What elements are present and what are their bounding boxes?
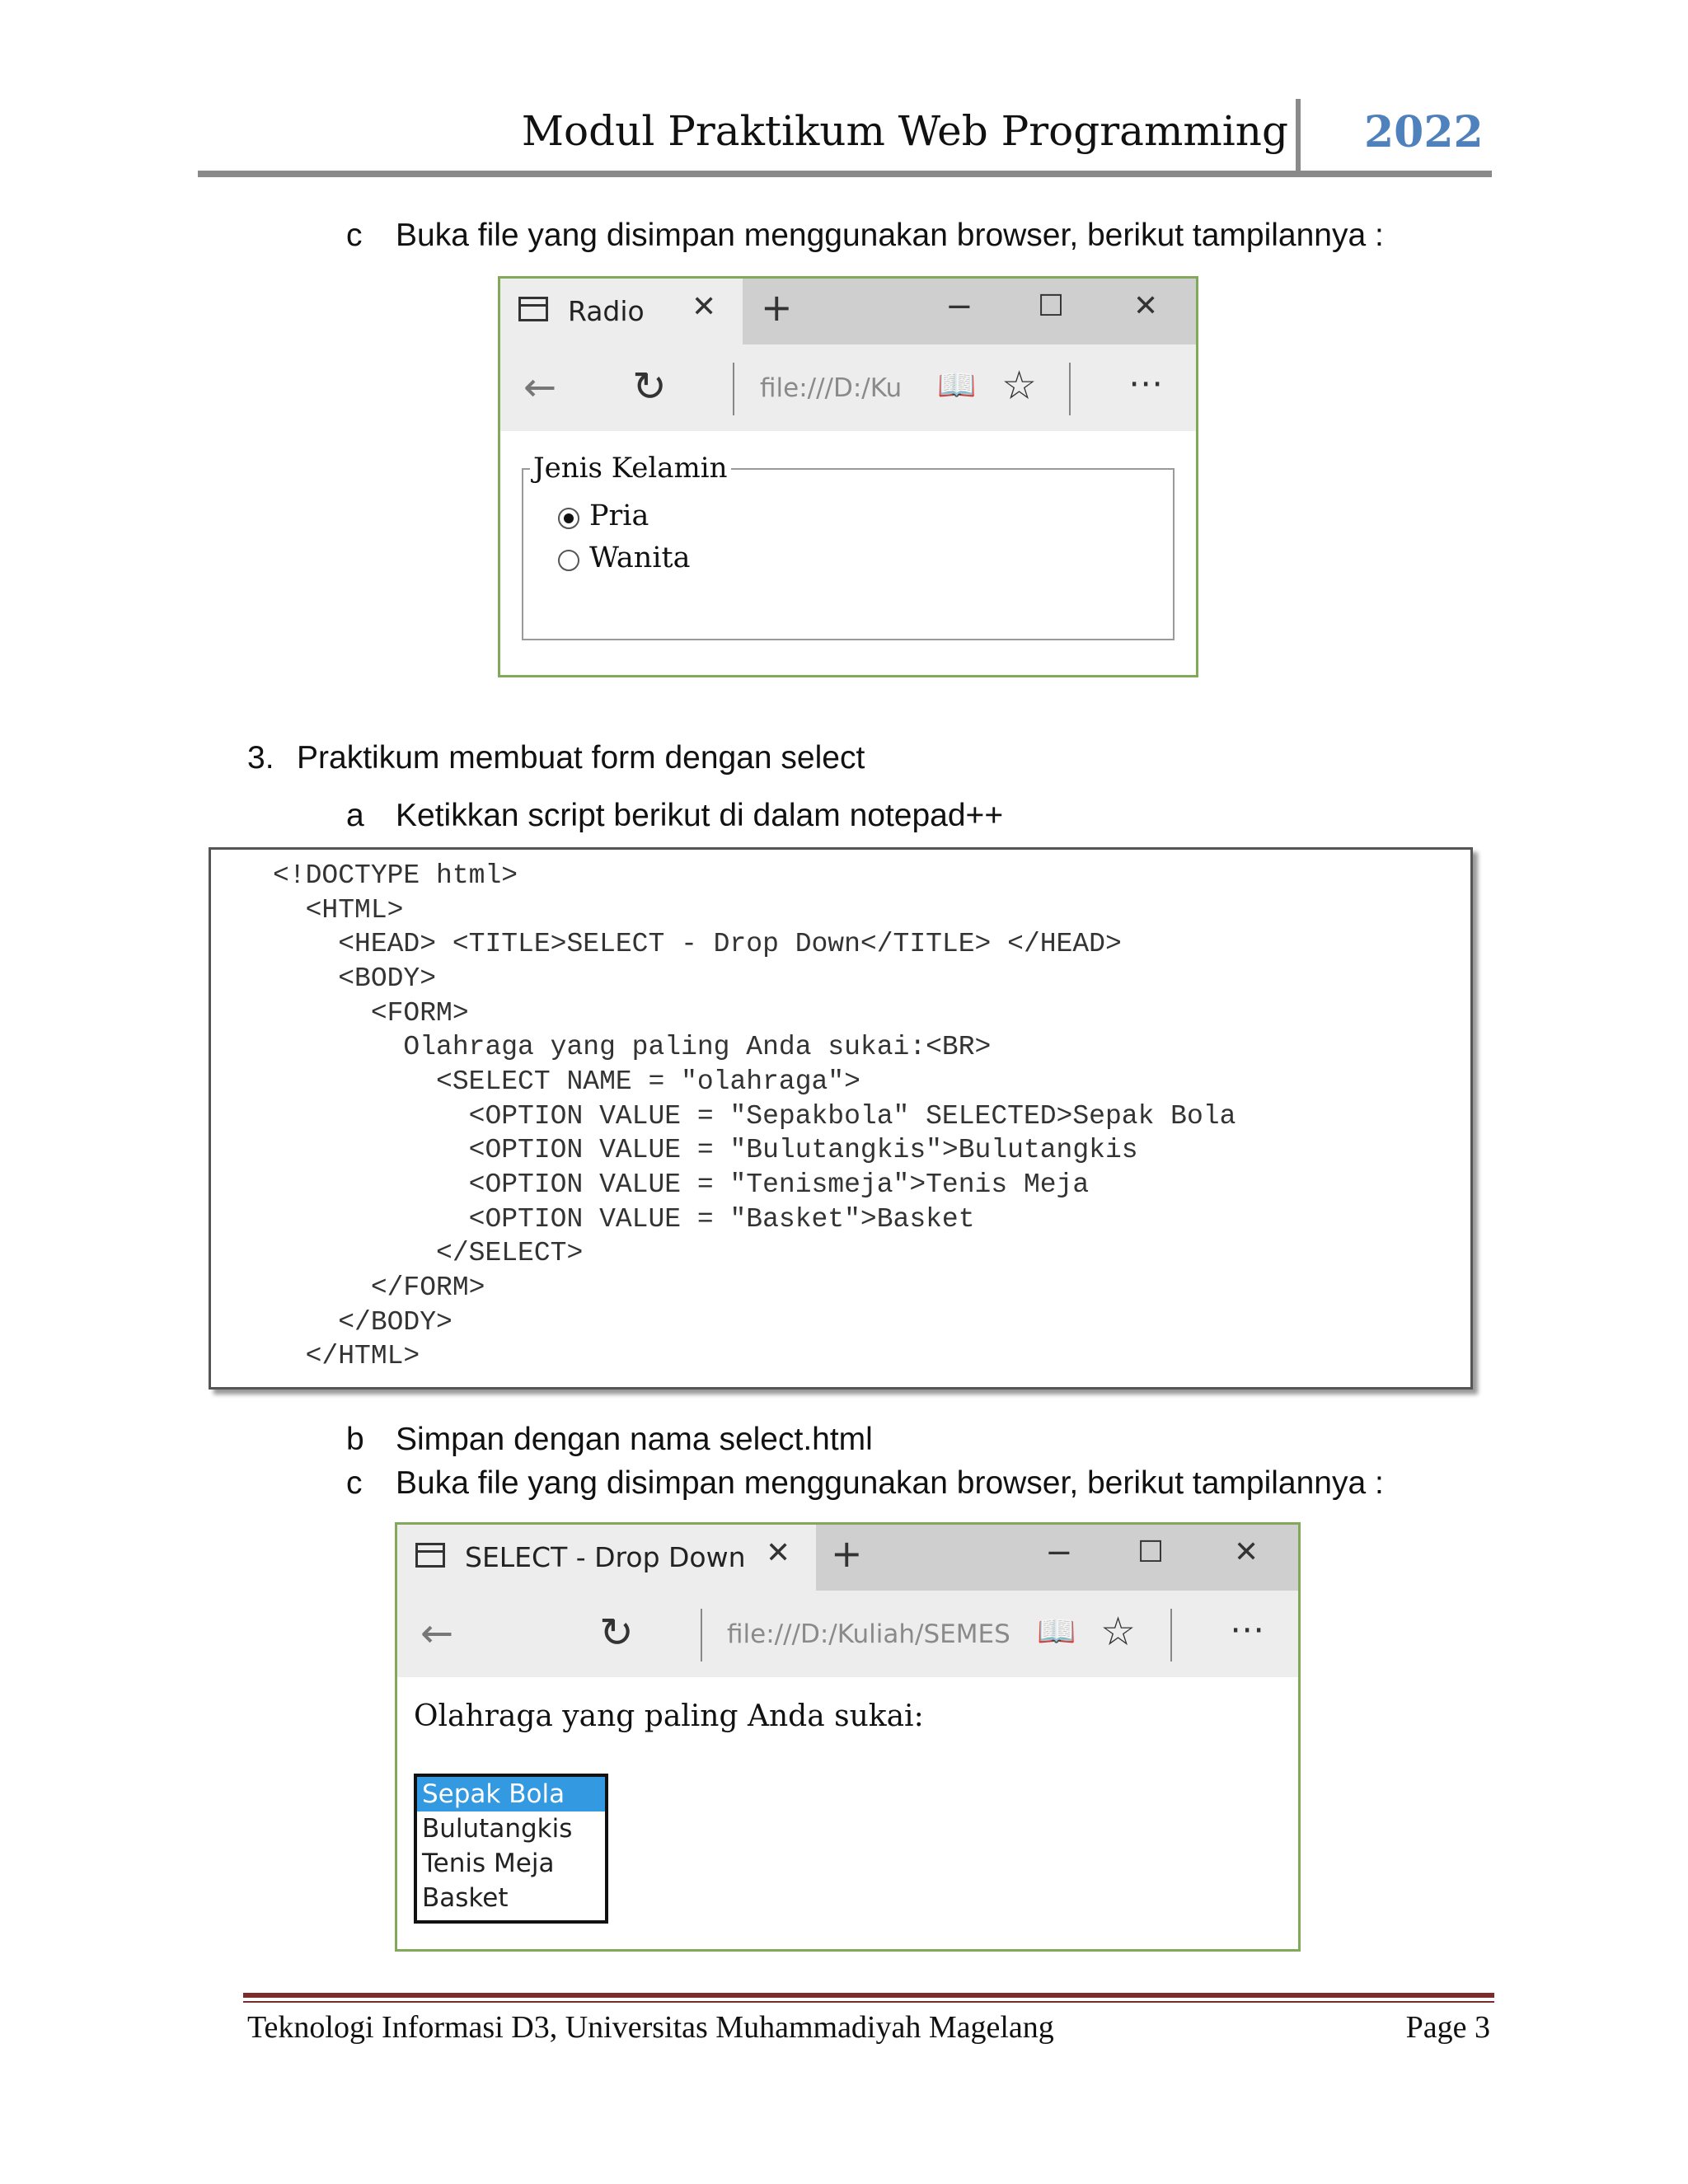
minimize-icon[interactable]: − bbox=[1045, 1534, 1073, 1572]
divider bbox=[1069, 363, 1071, 415]
page-number: Page 3 bbox=[1405, 2010, 1490, 2045]
code-line: </BODY> bbox=[273, 1307, 452, 1338]
step-marker: a bbox=[346, 798, 364, 833]
step-text: Ketikkan script berikut di dalam notepad++ bbox=[396, 798, 1004, 833]
maximize-icon[interactable]: ☐ bbox=[1137, 1535, 1165, 1569]
select-option[interactable]: Sepak Bola bbox=[417, 1777, 605, 1811]
browser-window-radio bbox=[498, 276, 1198, 677]
select-prompt: Olahraga yang paling Anda sukai: bbox=[414, 1699, 924, 1733]
refresh-icon[interactable]: ↻ bbox=[599, 1609, 634, 1657]
header-year: 2022 bbox=[1364, 107, 1484, 157]
step-text: Buka file yang disimpan menggunakan browser, berikut tampilannya : bbox=[396, 218, 1384, 253]
more-icon[interactable]: ⋯ bbox=[1230, 1609, 1264, 1649]
radio-label-pria: Pria bbox=[589, 499, 649, 532]
step-text: Simpan dengan nama select.html bbox=[396, 1422, 873, 1457]
navigation-bar bbox=[397, 1591, 1298, 1677]
more-icon[interactable]: ⋯ bbox=[1128, 363, 1163, 403]
select-option[interactable]: Bulutangkis bbox=[422, 1814, 573, 1844]
code-line: Olahraga yang paling Anda sukai:<BR> bbox=[273, 1032, 992, 1062]
divider bbox=[733, 363, 734, 415]
radio-wanita[interactable] bbox=[558, 550, 579, 571]
close-tab-icon[interactable]: ✕ bbox=[692, 290, 717, 324]
address-bar[interactable]: file:///D:/Kuliah/SEMES bbox=[727, 1619, 1010, 1649]
footer-rule bbox=[243, 1993, 1494, 1998]
tab-select-drop-down[interactable] bbox=[397, 1525, 816, 1591]
section-title: Praktikum membuat form dengan select bbox=[297, 740, 865, 776]
code-line: <HEAD> <TITLE>SELECT - Drop Down</TITLE> </HEAD> bbox=[273, 929, 1122, 959]
step-text: Buka file yang disimpan menggunakan browser, berikut tampilannya : bbox=[396, 1465, 1384, 1501]
new-tab-icon[interactable]: + bbox=[831, 1531, 863, 1576]
code-line: </HTML> bbox=[273, 1341, 420, 1371]
code-line: <BODY> bbox=[273, 963, 437, 994]
minimize-icon[interactable]: − bbox=[945, 288, 973, 326]
select-option[interactable]: Basket bbox=[422, 1883, 509, 1913]
header-title: Modul Praktikum Web Programming bbox=[521, 107, 1288, 155]
favorite-star-icon[interactable]: ☆ bbox=[1001, 363, 1038, 409]
window-icon bbox=[518, 297, 548, 321]
tab-bar bbox=[500, 279, 1196, 344]
tab-bar bbox=[397, 1525, 1298, 1591]
radio-label-wanita: Wanita bbox=[589, 541, 691, 574]
navigation-bar bbox=[500, 344, 1196, 431]
code-line: <OPTION VALUE = "Tenismeja">Tenis Meja bbox=[273, 1169, 1090, 1200]
favorite-star-icon[interactable]: ☆ bbox=[1100, 1609, 1137, 1655]
radio-pria[interactable] bbox=[558, 508, 579, 529]
fieldset-legend: Jenis Kelamin bbox=[530, 452, 731, 485]
close-window-icon[interactable]: ✕ bbox=[1234, 1535, 1259, 1569]
code-line: </SELECT> bbox=[273, 1238, 584, 1268]
tab-title: Radio bbox=[568, 295, 645, 327]
select-option[interactable]: Tenis Meja bbox=[422, 1849, 555, 1878]
tab-radio[interactable] bbox=[500, 279, 743, 344]
reading-view-icon[interactable]: 📖 bbox=[937, 367, 977, 403]
code-line: <SELECT NAME = "olahraga"> bbox=[273, 1066, 860, 1097]
close-tab-icon[interactable]: ✕ bbox=[766, 1536, 791, 1570]
maximize-icon[interactable]: ☐ bbox=[1038, 289, 1065, 323]
step-marker: c bbox=[346, 1465, 363, 1501]
step-marker: b bbox=[346, 1422, 364, 1457]
footer-rule-thin bbox=[243, 2001, 1494, 2003]
code-line: <OPTION VALUE = "Bulutangkis">Bulutangkis bbox=[273, 1135, 1138, 1165]
back-icon[interactable]: ← bbox=[523, 364, 557, 410]
header-separator bbox=[1296, 99, 1301, 173]
refresh-icon[interactable]: ↻ bbox=[632, 363, 667, 410]
reading-view-icon[interactable]: 📖 bbox=[1037, 1613, 1076, 1649]
footer-institution: Teknologi Informasi D3, Universitas Muhammadiyah Magelang bbox=[247, 2010, 1054, 2045]
sport-select-list[interactable] bbox=[414, 1774, 608, 1924]
back-icon[interactable]: ← bbox=[420, 1610, 454, 1657]
code-line: <!DOCTYPE html> bbox=[273, 860, 518, 891]
header-rule bbox=[198, 171, 1492, 177]
code-line: <FORM> bbox=[273, 998, 469, 1029]
step-marker: c bbox=[346, 218, 363, 253]
new-tab-icon[interactable]: + bbox=[761, 285, 793, 330]
section-number: 3. bbox=[247, 740, 274, 776]
code-line: <OPTION VALUE = "Sepakbola" SELECTED>Sepak Bola bbox=[273, 1101, 1236, 1132]
divider bbox=[1170, 1609, 1172, 1661]
address-bar[interactable]: file:///D:/Ku bbox=[760, 373, 903, 403]
tab-title: SELECT - Drop Down bbox=[465, 1541, 746, 1573]
code-line: <OPTION VALUE = "Basket">Basket bbox=[273, 1204, 975, 1235]
browser-window-select bbox=[395, 1522, 1301, 1952]
close-window-icon[interactable]: ✕ bbox=[1133, 289, 1159, 323]
divider bbox=[701, 1609, 702, 1661]
code-line: </FORM> bbox=[273, 1272, 485, 1303]
code-block bbox=[209, 847, 1473, 1390]
window-icon bbox=[415, 1543, 445, 1568]
code-line: <HTML> bbox=[273, 895, 404, 926]
